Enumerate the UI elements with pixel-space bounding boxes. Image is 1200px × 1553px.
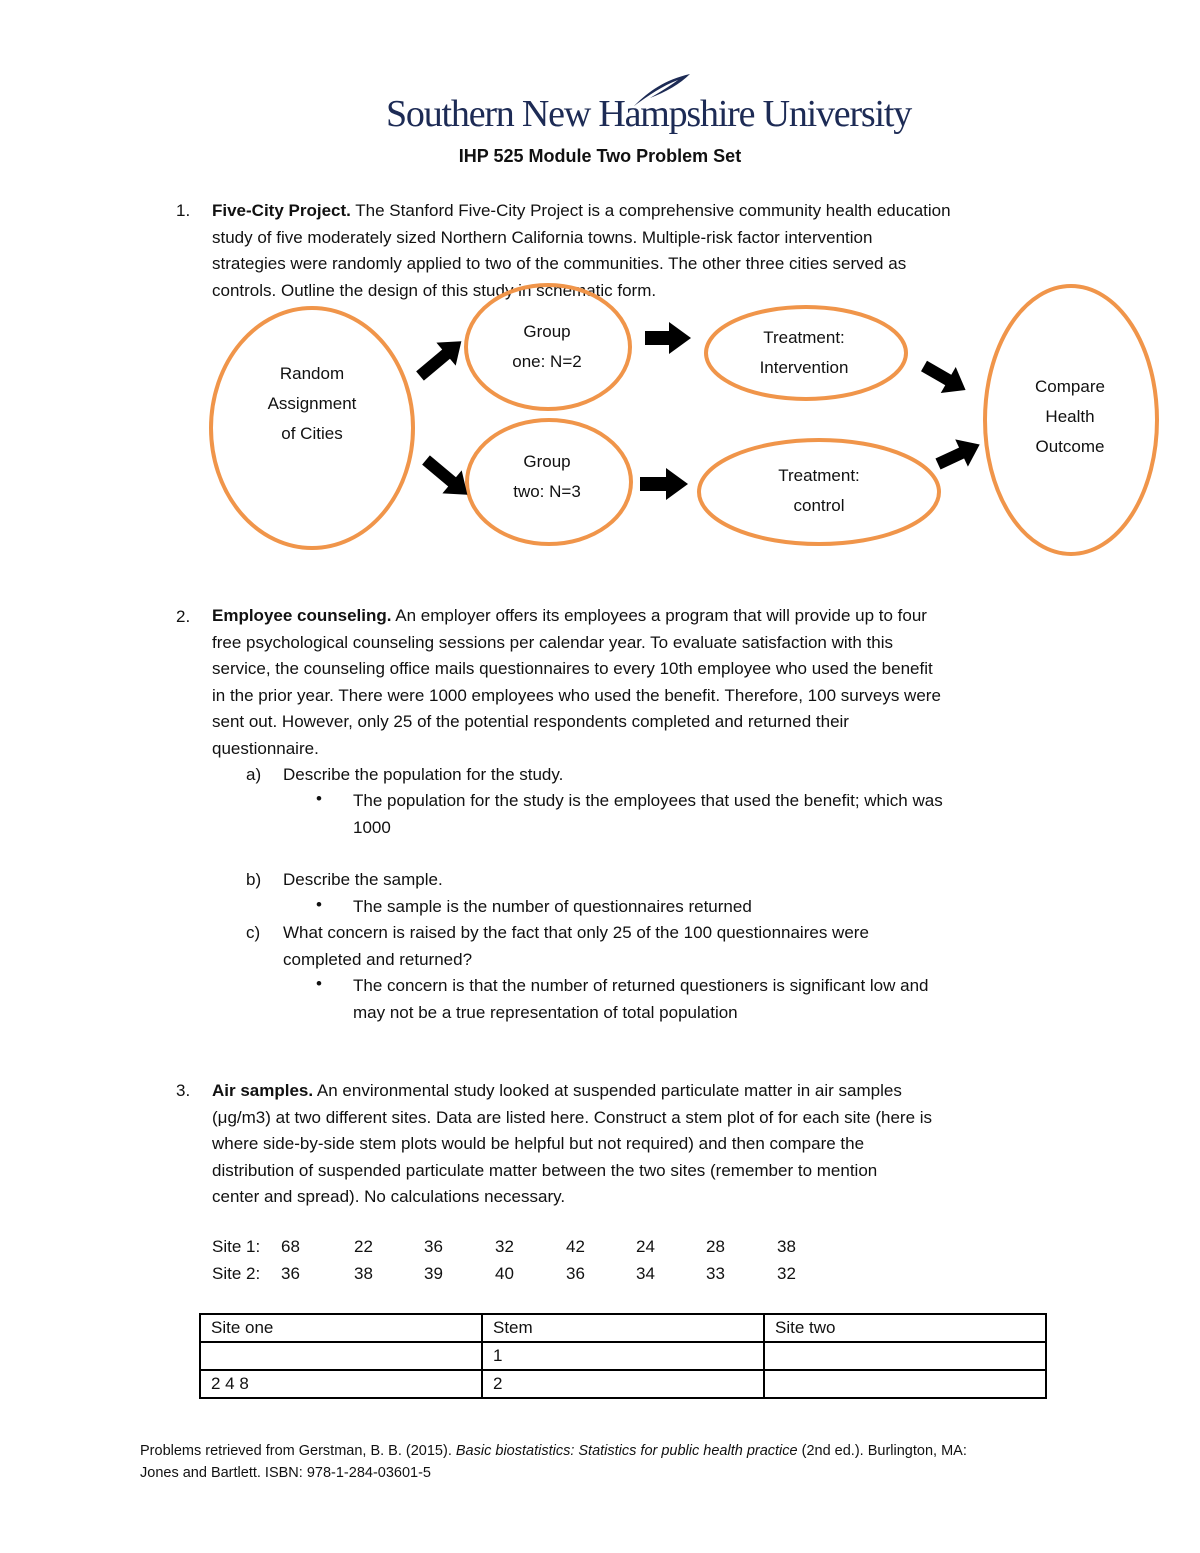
table-cell[interactable]: 2: [482, 1370, 764, 1398]
q2-line: questionnaire.: [212, 738, 319, 758]
compare-outcome-label: Compare Health Outcome: [1035, 377, 1105, 456]
citation-book-title: Basic biostatistics: Statistics for public health practice: [455, 1443, 798, 1459]
table-header-row: [200, 1314, 1046, 1342]
citation-post: (2nd ed.). Burlington, MA:: [797, 1443, 967, 1459]
q2-number: 2.: [176, 607, 191, 626]
site1-value: 24: [636, 1237, 655, 1256]
q2a-answer: The population for the study is the employees that used the benefit; which was 1000: [353, 791, 943, 837]
site2-value: 36: [281, 1264, 300, 1283]
q2-line: in the prior year. There were 1000 employees who used the benefit. Therefore, 100 surveys were: [212, 685, 941, 705]
logo-text: Southern New Hampshire University: [386, 93, 912, 135]
table-cell[interactable]: [764, 1370, 1046, 1398]
site2-value: 33: [706, 1264, 725, 1283]
q2a-question: Describe the population for the study.: [283, 765, 564, 784]
site2-value: 39: [424, 1264, 443, 1283]
q2-line: free psychological counseling sessions per calendar year. To evaluate satisfaction with this: [212, 632, 894, 652]
q3-number: 3.: [176, 1081, 191, 1100]
site2-value: 34: [636, 1264, 655, 1283]
q1-line: study of five moderately sized Northern California towns. Multiple-risk factor intervention: [212, 227, 873, 247]
q3-line: distribution of suspended particulate matter between the two sites (remember to mention: [212, 1160, 878, 1180]
site1-value: 36: [424, 1237, 443, 1256]
table-cell[interactable]: [200, 1342, 482, 1370]
citation-pre: Problems retrieved from Gerstman, B. B. (2015).: [140, 1443, 456, 1459]
site1-value: 22: [354, 1237, 373, 1256]
bullet-icon: •: [316, 789, 322, 808]
arrow-intervention-to-compare: [917, 353, 974, 403]
site1-value: 38: [777, 1237, 796, 1256]
site2-value: 32: [777, 1264, 796, 1283]
bullet-icon: •: [316, 974, 322, 993]
q3-text: [212, 1078, 1092, 1211]
site2-value: 38: [354, 1264, 373, 1283]
q2-text: [212, 603, 1092, 762]
q3-line: An environmental study looked at suspended particulate matter in air samples: [313, 1081, 902, 1100]
arrow-control-to-compare: [932, 431, 986, 478]
q2-line: sent out. However, only 25 of the potential respondents completed and returned their: [212, 712, 849, 731]
q2-line: service, the counseling office mails questionnaires to every 10th employee who used the benefit: [212, 659, 933, 678]
table-row: [200, 1342, 1046, 1370]
q3-line: center and spread). No calculations necessary.: [212, 1187, 566, 1206]
group-one-label: Group one: N=2: [512, 322, 582, 371]
q1-text: [212, 198, 1082, 304]
arrow-group-two-to-treatment: [640, 468, 688, 500]
arrow-to-group-one: [410, 330, 471, 388]
q3-line: where side-by-side stem plots would be helpful but not required) and then compare the: [212, 1134, 865, 1153]
stem-plot-table: [199, 1313, 1047, 1399]
table-cell[interactable]: 1: [482, 1342, 764, 1370]
q2c-question: What concern is raised by the fact that only 25 of the 100 questionnaires were completed and returned?: [283, 923, 869, 969]
treatment-intervention-label: Treatment: Intervention: [759, 328, 849, 377]
q1-line: controls. Outline the design of this study in schematic form.: [212, 280, 657, 300]
table-cell[interactable]: 2 4 8: [200, 1370, 482, 1398]
bullet-icon: •: [316, 895, 322, 914]
site1-value: 42: [566, 1237, 585, 1256]
q3-line: (μg/m3) at two different sites. Data are listed here. Construct a stem plot of for each site (here is: [212, 1107, 933, 1127]
table-row: [200, 1370, 1046, 1398]
university-logo: [386, 70, 912, 138]
citation-line2: Jones and Bartlett. ISBN: 978-1-284-03601-5: [140, 1465, 431, 1481]
q2c-answer: The concern is that the number of returned questioners is significant low and may not be a true representation of total population: [353, 976, 929, 1022]
table-header-cell: Site one: [200, 1314, 482, 1342]
q2b-marker: b): [246, 870, 262, 889]
arrow-group-one-to-treatment: [645, 322, 691, 354]
q3-heading: Air samples.: [212, 1081, 314, 1100]
table-header-cell: Site two: [764, 1314, 1046, 1342]
group-two-label: Group two: N=3: [513, 452, 581, 501]
q2b-answer: The sample is the number of questionnaires returned: [353, 897, 752, 916]
page-title: IHP 525 Module Two Problem Set: [458, 146, 742, 166]
site2-label: Site 2:: [212, 1264, 261, 1283]
site1-value: 28: [706, 1237, 725, 1256]
citation-footer: [140, 1440, 1060, 1484]
site2-value: 36: [566, 1264, 585, 1283]
table-header-cell: Stem: [482, 1314, 764, 1342]
treatment-control-label: Treatment: control: [778, 466, 860, 515]
site1-value: 68: [281, 1237, 300, 1256]
q1-heading: Five-City Project.: [212, 201, 351, 220]
random-assignment-label: Random Assignment of Cities: [267, 364, 357, 443]
site2-value: 40: [495, 1264, 514, 1283]
q2-line: An employer offers its employees a program that will provide up to four: [391, 606, 927, 625]
q1-line: strategies were randomly applied to two of the communities. The other three cities served as: [212, 254, 907, 273]
q2a-marker: a): [246, 765, 262, 784]
q2c-marker: c): [246, 923, 261, 942]
q1-line: The Stanford Five-City Project is a comprehensive community health education: [350, 201, 951, 220]
q1-number: 1.: [176, 201, 191, 220]
table-cell[interactable]: [764, 1342, 1046, 1370]
q2b-question: Describe the sample.: [283, 870, 443, 889]
site1-label: Site 1:: [212, 1237, 261, 1256]
site1-value: 32: [495, 1237, 514, 1256]
q2-heading: Employee counseling.: [212, 606, 392, 625]
